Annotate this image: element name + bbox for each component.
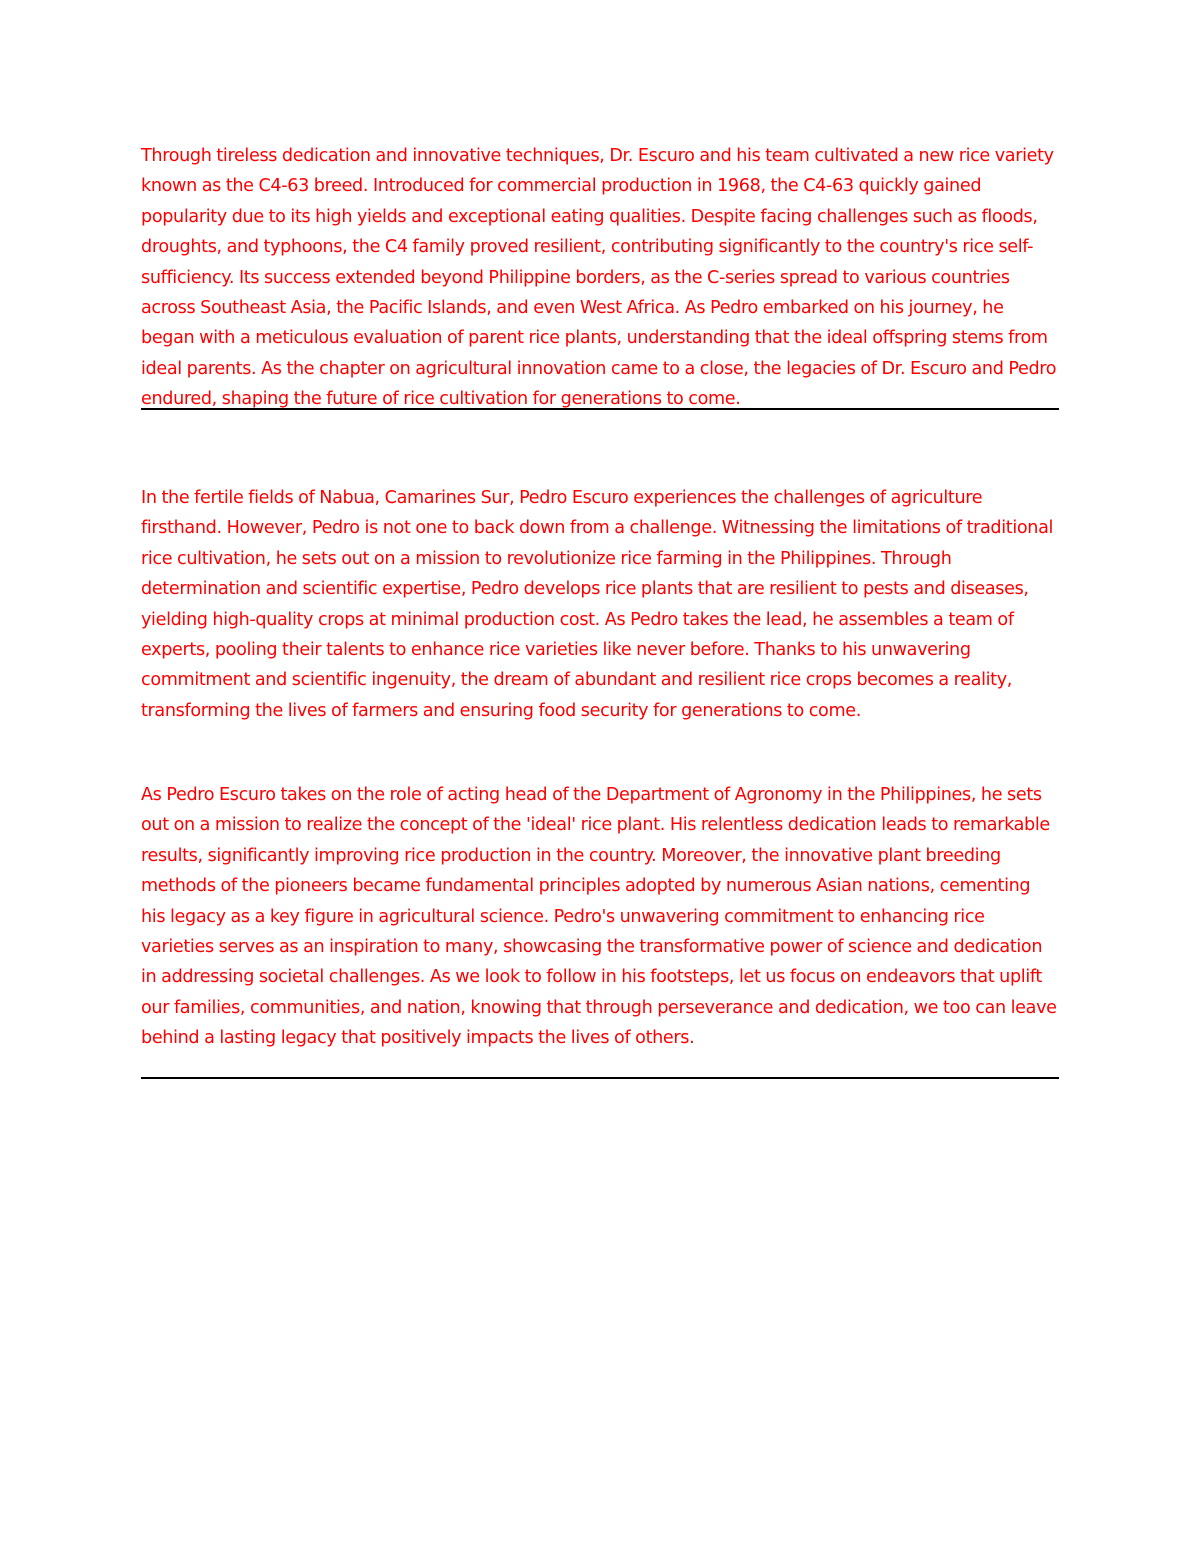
paragraph-c4-63-breed: Through tireless dedication and innovative techniques, Dr. Escuro and his team cultivated a new rice variety known as the C4-63 breed. Introduced for commercial production in 1968, the C4-63 quickly gained popularity due to its high yields and exceptional eating qualities. Despite facing challenges such as floods, droughts, and typhoons, the C4 family proved resilient, contributing significantly to the country's rice self-sufficiency. Its success extended beyond Philippine borders, as the C-series spread to various countries across Southeast Asia, the Pacific Islands, and even West Africa. As Pedro embarked on his journey, he began with a meticulous evaluation of parent rice plants, understanding that the ideal offspring stems from ideal parents. As the chapter on agricultural innovation came to a close, the legacies of Dr. Escuro and Pedro endured, shaping the future of rice cultivation for generations to come. xyxy=(141,146,1057,410)
horizontal-rule xyxy=(141,408,1059,410)
paragraph-department-of-agronomy: As Pedro Escuro takes on the role of acting head of the Department of Agronomy in the Philippines, he sets out on a mission to realize the concept of the 'ideal' rice plant. His relentless dedication leads to remarkable results, significantly improving rice production in the country. Moreover, the innovative plant breeding methods of the pioneers became fundamental principles adopted by numerous Asian nations, cementing his legacy as a key figure in agricultural science. Pedro's unwavering commitment to enhancing rice varieties serves as an inspiration to many, showcasing the transformative power of science and dedication in addressing societal challenges. As we look to follow in his footsteps, let us focus on endeavors that uplift our families, communities, and nation, knowing that through perseverance and dedication, we too can leave behind a lasting legacy that positively impacts the lives of others. xyxy=(141,785,1057,1049)
paragraph-nabua-fields: In the fertile fields of Nabua, Camarines Sur, Pedro Escuro experiences the challenges of agriculture firsthand. However, Pedro is not one to back down from a challenge. Witnessing the limitations of traditional rice cultivation, he sets out on a mission to revolutionize rice farming in the Philippines. Through determination and scientific expertise, Pedro develops rice plants that are resilient to pests and diseases, yielding high-quality crops at minimal production cost. As Pedro takes the lead, he assembles a team of experts, pooling their talents to enhance rice varieties like never before. Thanks to his unwavering commitment and scientific ingenuity, the dream of abundant and resilient rice crops becomes a reality, transforming the lives of farmers and ensuring food security for generations to come. xyxy=(141,488,1054,721)
horizontal-rule xyxy=(141,1077,1059,1079)
